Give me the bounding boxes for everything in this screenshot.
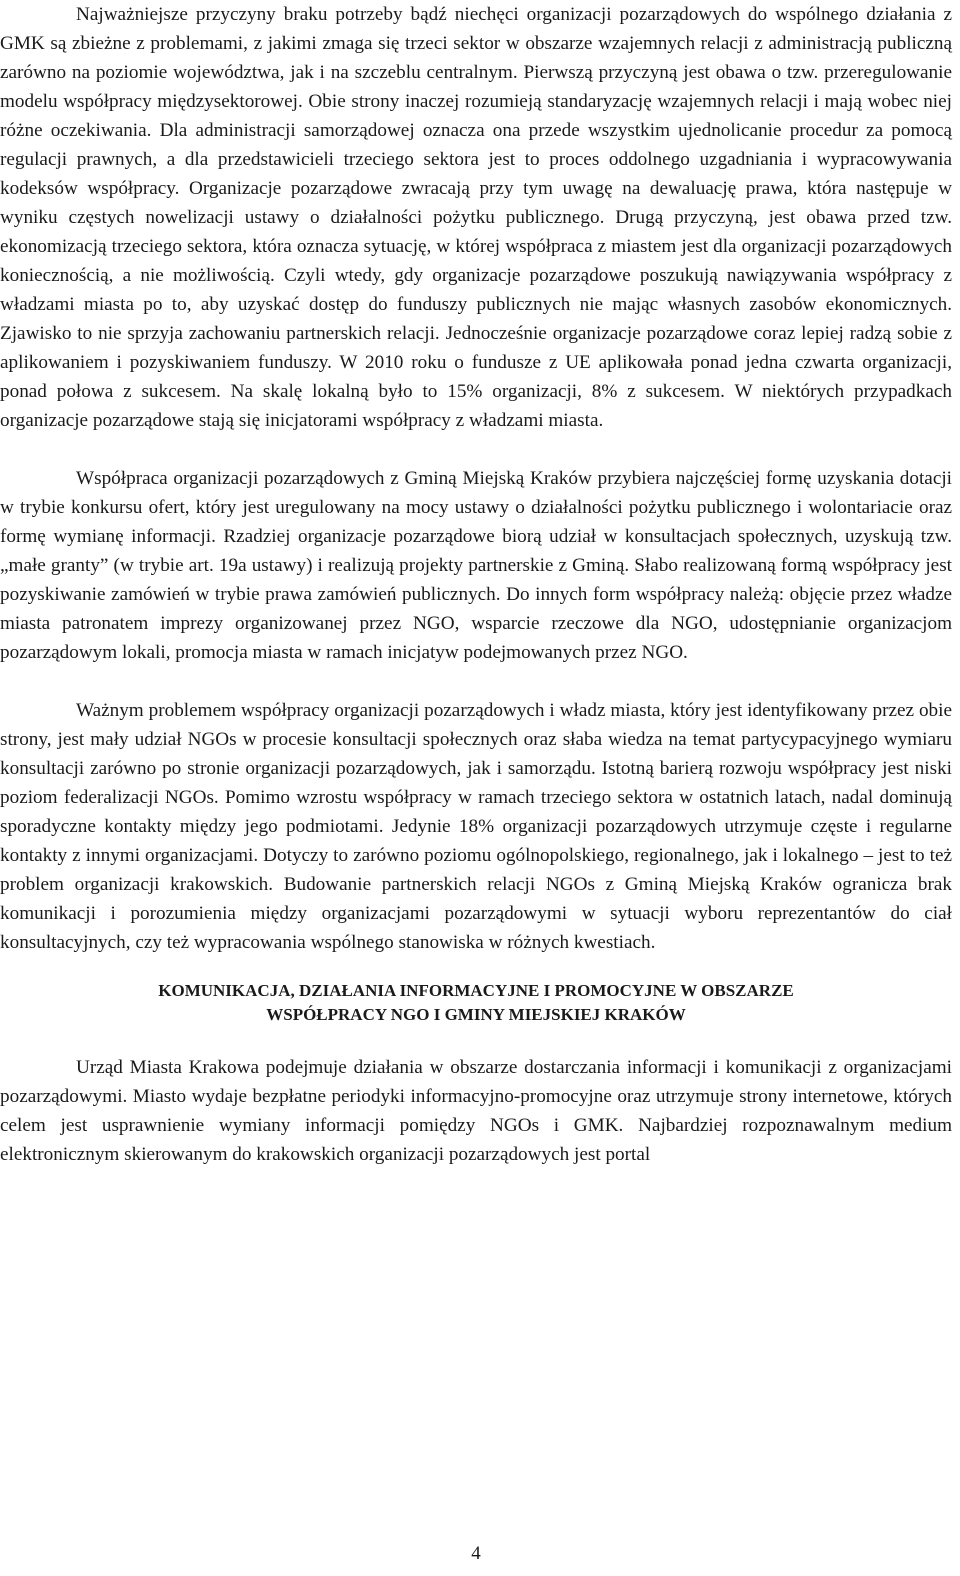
paragraph-consultation-problems: Ważnym problemem współpracy organizacji pozarządowych i władz miasta, który jest identyfikowany przez obie strony, jest mały udział NGOs w procesie konsultacji społecznych oraz słaba wiedza na temat partycypacyjnego wymiaru konsultacji zarówno po stronie organizacji pozarządowych, jak i samorządu. Istotną barierą rozwoju współpracy jest niski poziom federalizacji NGOs. Pomimo wzrostu współpracy w ramach trzeciego sektora w ostatnich latach, nadal dominują sporadyczne kontakty między jego podmiotami. Jedynie 18% organizacji pozarządowych utrzymuje częste i regularne kontakty z innymi organizacjami. Dotyczy to zarówno poziomu ogólnopolskiego, regionalnego, jak i lokalnego – jest to też problem organizacji krakowskich. Budowanie partnerskich relacji NGOs z Gminą Miejską Kraków ogranicza brak komunikacji i porozumienia między organizacjami pozarządowymi w sytuacji wyboru reprezentantów do ciał konsultacyjnych, czy też wypracowania wspólnego stanowiska w różnych kwestiach. [0, 700, 952, 953]
section-heading [0, 979, 952, 1027]
heading-spacer [0, 1027, 952, 1053]
paragraph-cooperation-barriers: Najważniejsze przyczyny braku potrzeby bądź niechęci organizacji pozarządowych do wspólnego działania z GMK są zbieżne z problemami, z jakimi zmaga się trzeci sektor w obszarze wzajemnych relacji z administracją publiczną zarówno na poziomie województwa, jak i na szczeblu centralnym. Pierwszą przyczyną jest obawa o tzw. przeregulowanie modelu współpracy międzysektorowej. Obie strony inaczej rozumieją standaryzację wzajemnych relacji i mają wobec niej różne oczekiwania. Dla administracji samorządowej oznacza ona przede wszystkim ujednolicanie procedur za pomocą regulacji prawnych, a dla przedstawicieli trzeciego sektora jest to proces oddolnego uzgadniania i wypracowywania kodeksów współpracy. Organizacje pozarządowe zwracają przy tym uwagę na dewaluację prawa, która następuje w wyniku częstych nowelizacji ustawy o działalności pożytku publicznego. Drugą przyczyną, jest obawa przed tzw. ekonomizacją trzeciego sektora, która oznacza sytuację, w której współpraca z miastem jest dla organizacji pozarządowych koniecznością, a nie możliwością. Czyli wtedy, gdy organizacje pozarządowe poszukują nawiązywania współpracy z władzami miasta po to, aby uzyskać dostęp do funduszy publicznych nie mając własnych zasobów ekonomicznych. Zjawisko to nie sprzyja zachowaniu partnerskich relacji. Jednocześnie organizacje pozarządowe coraz lepiej radzą sobie z aplikowaniem i pozyskiwaniem funduszy. W 2010 roku o fundusze z UE aplikowała ponad jedna czwarta organizacji, ponad połowa z sukcesem. Na skalę lokalną było to 15% organizacji, 8% z sukcesem. W niektórych przypadkach organizacje pozarządowe stają się inicjatorami współpracy z władzami miasta. [0, 4, 952, 431]
heading-spacer [0, 957, 952, 979]
section-heading-line-2: WSPÓŁPRACY NGO I GMINY MIEJSKIEJ KRAKÓW [266, 1005, 686, 1024]
paragraph-spacer [0, 667, 952, 696]
paragraph-spacer [0, 435, 952, 464]
paragraph-communication: Urząd Miasta Krakowa podejmuje działania w obszarze dostarczania informacji i komunikacji z organizacjami pozarządowymi. Miasto wydaje bezpłatne periodyki informacyjno-promocyjne oraz utrzymuje strony internetowe, których celem jest usprawnienie wymiany informacji pomiędzy NGOs i GMK. Najbardziej rozpoznawalnym medium elektronicznym skierowanym do krakowskich organizacji pozarządowych jest portal [0, 1057, 952, 1165]
page-number: 4 [471, 1543, 481, 1564]
section-heading-line-1: KOMUNIKACJA, DZIAŁANIA INFORMACYJNE I PROMOCYJNE W OBSZARZE [158, 981, 794, 1000]
paragraph-cooperation-forms: Współpraca organizacji pozarządowych z Gminą Miejską Kraków przybiera najczęściej formę uzyskania dotacji w trybie konkursu ofert, który jest uregulowany na mocy ustawy o działalności pożytku publicznego i wolontariacie oraz formę wymianę informacji. Rzadziej organizacje pozarządowe biorą udział w konsultacjach społecznych, uzyskują tzw. „małe granty” (w trybie art. 19a ustawy) i realizują projekty partnerskie z Gminą. Słabo realizowaną formą współpracy jest pozyskiwanie zamówień w trybie prawa zamówień publicznych. Do innych form współpracy należą: objęcie przez władze miasta patronatem imprezy organizowanej przez NGO, wsparcie rzeczowe dla NGO, udostępnianie organizacjom pozarządowym lokali, promocja miasta w ramach inicjatyw podejmowanych przez NGO. [0, 468, 952, 663]
